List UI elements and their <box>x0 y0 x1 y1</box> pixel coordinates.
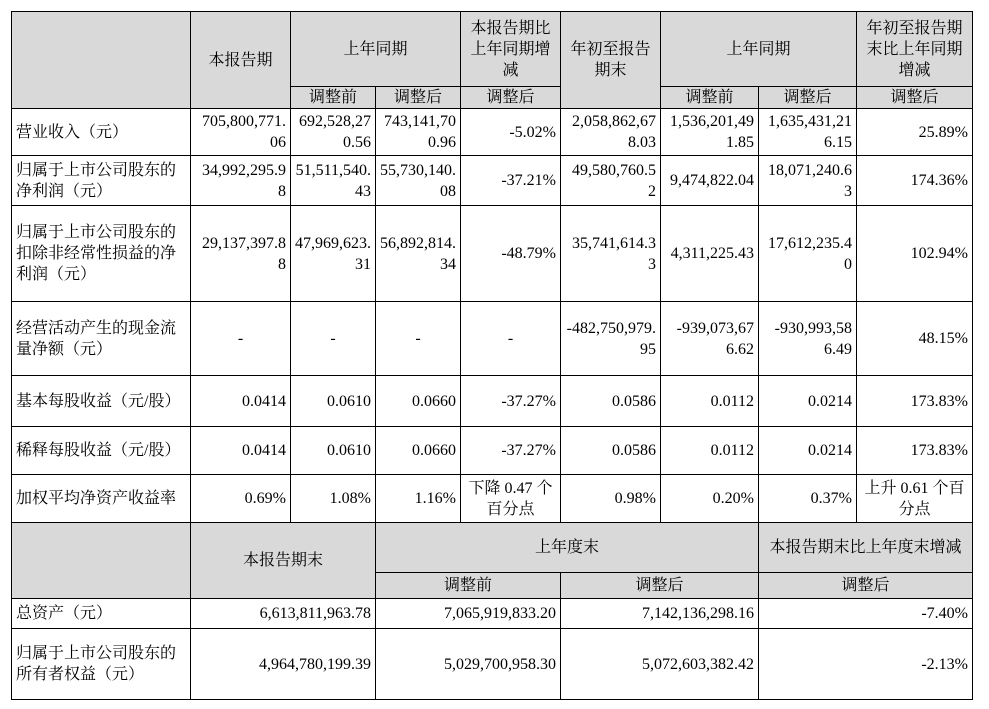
row-label: 归属于上市公司股东的所有者权益（元） <box>12 629 191 700</box>
cell-current: 29,137,397.88 <box>191 206 291 302</box>
cell-current: 705,800,771.06 <box>191 109 291 156</box>
cell-change: -37.21% <box>461 156 561 206</box>
cell-ytd-change: 25.89% <box>857 109 973 156</box>
cell-ytd-prev-after: 0.0214 <box>759 427 857 475</box>
cell-current: 0.0414 <box>191 427 291 475</box>
row-label: 营业收入（元） <box>12 109 191 156</box>
header-after-adj-change: 调整后 <box>461 87 561 109</box>
table-row <box>12 376 973 427</box>
row-label: 总资产（元） <box>12 599 191 629</box>
header-prev-same-period: 上年同期 <box>291 12 461 87</box>
cell-change: -37.27% <box>461 427 561 475</box>
cell-prev-after: 743,141,700.96 <box>376 109 461 156</box>
cell-ytd-prev-after: 17,612,235.40 <box>759 206 857 302</box>
header-after-adj: 调整后 <box>376 87 461 109</box>
cell-period-end: 6,613,811,963.78 <box>191 599 376 629</box>
header-change-pct: 本报告期比上年同期增减 <box>461 12 561 87</box>
cell-prev-before: 0.0610 <box>291 376 376 427</box>
cell-ytd: -482,750,979.95 <box>561 302 661 376</box>
cell-prev-before: 0.0610 <box>291 427 376 475</box>
cell-ytd-change: 174.36% <box>857 156 973 206</box>
bottom-header-after-adj: 调整后 <box>561 573 759 599</box>
cell-ytd-change: 48.15% <box>857 302 973 376</box>
header-blank-cell <box>12 12 191 109</box>
header-ytd-change: 年初至报告期末比上年同期增减 <box>857 12 973 87</box>
header-ytd-before-adj: 调整前 <box>661 87 759 109</box>
cell-prev-before: 1.08% <box>291 475 376 523</box>
bottom-header-before-adj: 调整前 <box>376 573 561 599</box>
cell-ytd-prev-after: 0.0214 <box>759 376 857 427</box>
header-ytd-after-adj: 调整后 <box>759 87 857 109</box>
header-prev-same-ytd: 上年同期 <box>661 12 857 87</box>
cell-ytd-prev-before: 4,311,225.43 <box>661 206 759 302</box>
cell-current: - <box>191 302 291 376</box>
bottom-header-blank-cell <box>12 523 191 599</box>
cell-ytd: 0.98% <box>561 475 661 523</box>
cell-before-adj: 7,065,919,833.20 <box>376 599 561 629</box>
row-label: 基本每股收益（元/股） <box>12 376 191 427</box>
cell-change: - <box>461 302 561 376</box>
table-row <box>12 206 973 302</box>
cell-current: 0.69% <box>191 475 291 523</box>
cell-prev-after: 56,892,814.34 <box>376 206 461 302</box>
row-label: 归属于上市公司股东的扣除非经常性损益的净利润（元） <box>12 206 191 302</box>
cell-ytd-prev-before: 9,474,822.04 <box>661 156 759 206</box>
table-row <box>12 629 973 700</box>
cell-ytd-prev-after: 0.37% <box>759 475 857 523</box>
header-current-period: 本报告期 <box>191 12 291 109</box>
cell-ytd-change: 173.83% <box>857 376 973 427</box>
cell-change: -37.27% <box>461 376 561 427</box>
cell-prev-after: 0.0660 <box>376 427 461 475</box>
cell-prev-before: 692,528,270.56 <box>291 109 376 156</box>
bottom-header-prev-year-end: 上年度末 <box>376 523 759 573</box>
row-label: 加权平均净资产收益率 <box>12 475 191 523</box>
cell-ytd-prev-before: 1,536,201,491.85 <box>661 109 759 156</box>
cell-change: -2.13% <box>759 629 973 700</box>
table-row <box>12 475 973 523</box>
cell-ytd: 49,580,760.52 <box>561 156 661 206</box>
cell-current: 34,992,295.98 <box>191 156 291 206</box>
header-ytd: 年初至报告期末 <box>561 12 661 109</box>
cell-after-adj: 5,072,603,382.42 <box>561 629 759 700</box>
row-label: 稀释每股收益（元/股） <box>12 427 191 475</box>
cell-ytd-prev-before: 0.20% <box>661 475 759 523</box>
cell-prev-before: 47,969,623.31 <box>291 206 376 302</box>
cell-ytd-prev-before: -939,073,676.62 <box>661 302 759 376</box>
row-label: 归属于上市公司股东的净利润（元） <box>12 156 191 206</box>
cell-period-end: 4,964,780,199.39 <box>191 629 376 700</box>
cell-change: -48.79% <box>461 206 561 302</box>
cell-ytd: 2,058,862,678.03 <box>561 109 661 156</box>
cell-ytd-change: 173.83% <box>857 427 973 475</box>
cell-prev-after: 55,730,140.08 <box>376 156 461 206</box>
bottom-header-row-1 <box>12 523 973 573</box>
cell-ytd-prev-after: 1,635,431,216.15 <box>759 109 857 156</box>
cell-before-adj: 5,029,700,958.30 <box>376 629 561 700</box>
header-before-adj: 调整前 <box>291 87 376 109</box>
header-ytd-after-adj-change: 调整后 <box>857 87 973 109</box>
bottom-header-adj: 调整后 <box>759 573 973 599</box>
cell-ytd: 0.0586 <box>561 427 661 475</box>
cell-ytd-change: 上升 0.61 个百分点 <box>857 475 973 523</box>
cell-ytd-prev-after: 18,071,240.63 <box>759 156 857 206</box>
cell-ytd-prev-after: -930,993,586.49 <box>759 302 857 376</box>
cell-change: 下降 0.47 个百分点 <box>461 475 561 523</box>
bottom-header-period-end: 本报告期末 <box>191 523 376 599</box>
cell-change: -5.02% <box>461 109 561 156</box>
cell-ytd: 0.0586 <box>561 376 661 427</box>
cell-ytd: 35,741,614.33 <box>561 206 661 302</box>
table-row <box>12 302 973 376</box>
financial-summary-table <box>11 11 973 700</box>
bottom-header-change: 本报告期末比上年度末增减 <box>759 523 973 573</box>
table-row <box>12 427 973 475</box>
header-row-1 <box>12 12 973 87</box>
cell-ytd-prev-before: 0.0112 <box>661 376 759 427</box>
table-row <box>12 156 973 206</box>
cell-after-adj: 7,142,136,298.16 <box>561 599 759 629</box>
table-row <box>12 599 973 629</box>
cell-prev-before: - <box>291 302 376 376</box>
cell-prev-after: - <box>376 302 461 376</box>
table-row <box>12 109 973 156</box>
cell-ytd-prev-before: 0.0112 <box>661 427 759 475</box>
cell-current: 0.0414 <box>191 376 291 427</box>
cell-prev-after: 1.16% <box>376 475 461 523</box>
cell-change: -7.40% <box>759 599 973 629</box>
financial-table-wrapper <box>11 11 973 700</box>
cell-prev-before: 51,511,540.43 <box>291 156 376 206</box>
cell-ytd-change: 102.94% <box>857 206 973 302</box>
row-label: 经营活动产生的现金流量净额（元） <box>12 302 191 376</box>
cell-prev-after: 0.0660 <box>376 376 461 427</box>
